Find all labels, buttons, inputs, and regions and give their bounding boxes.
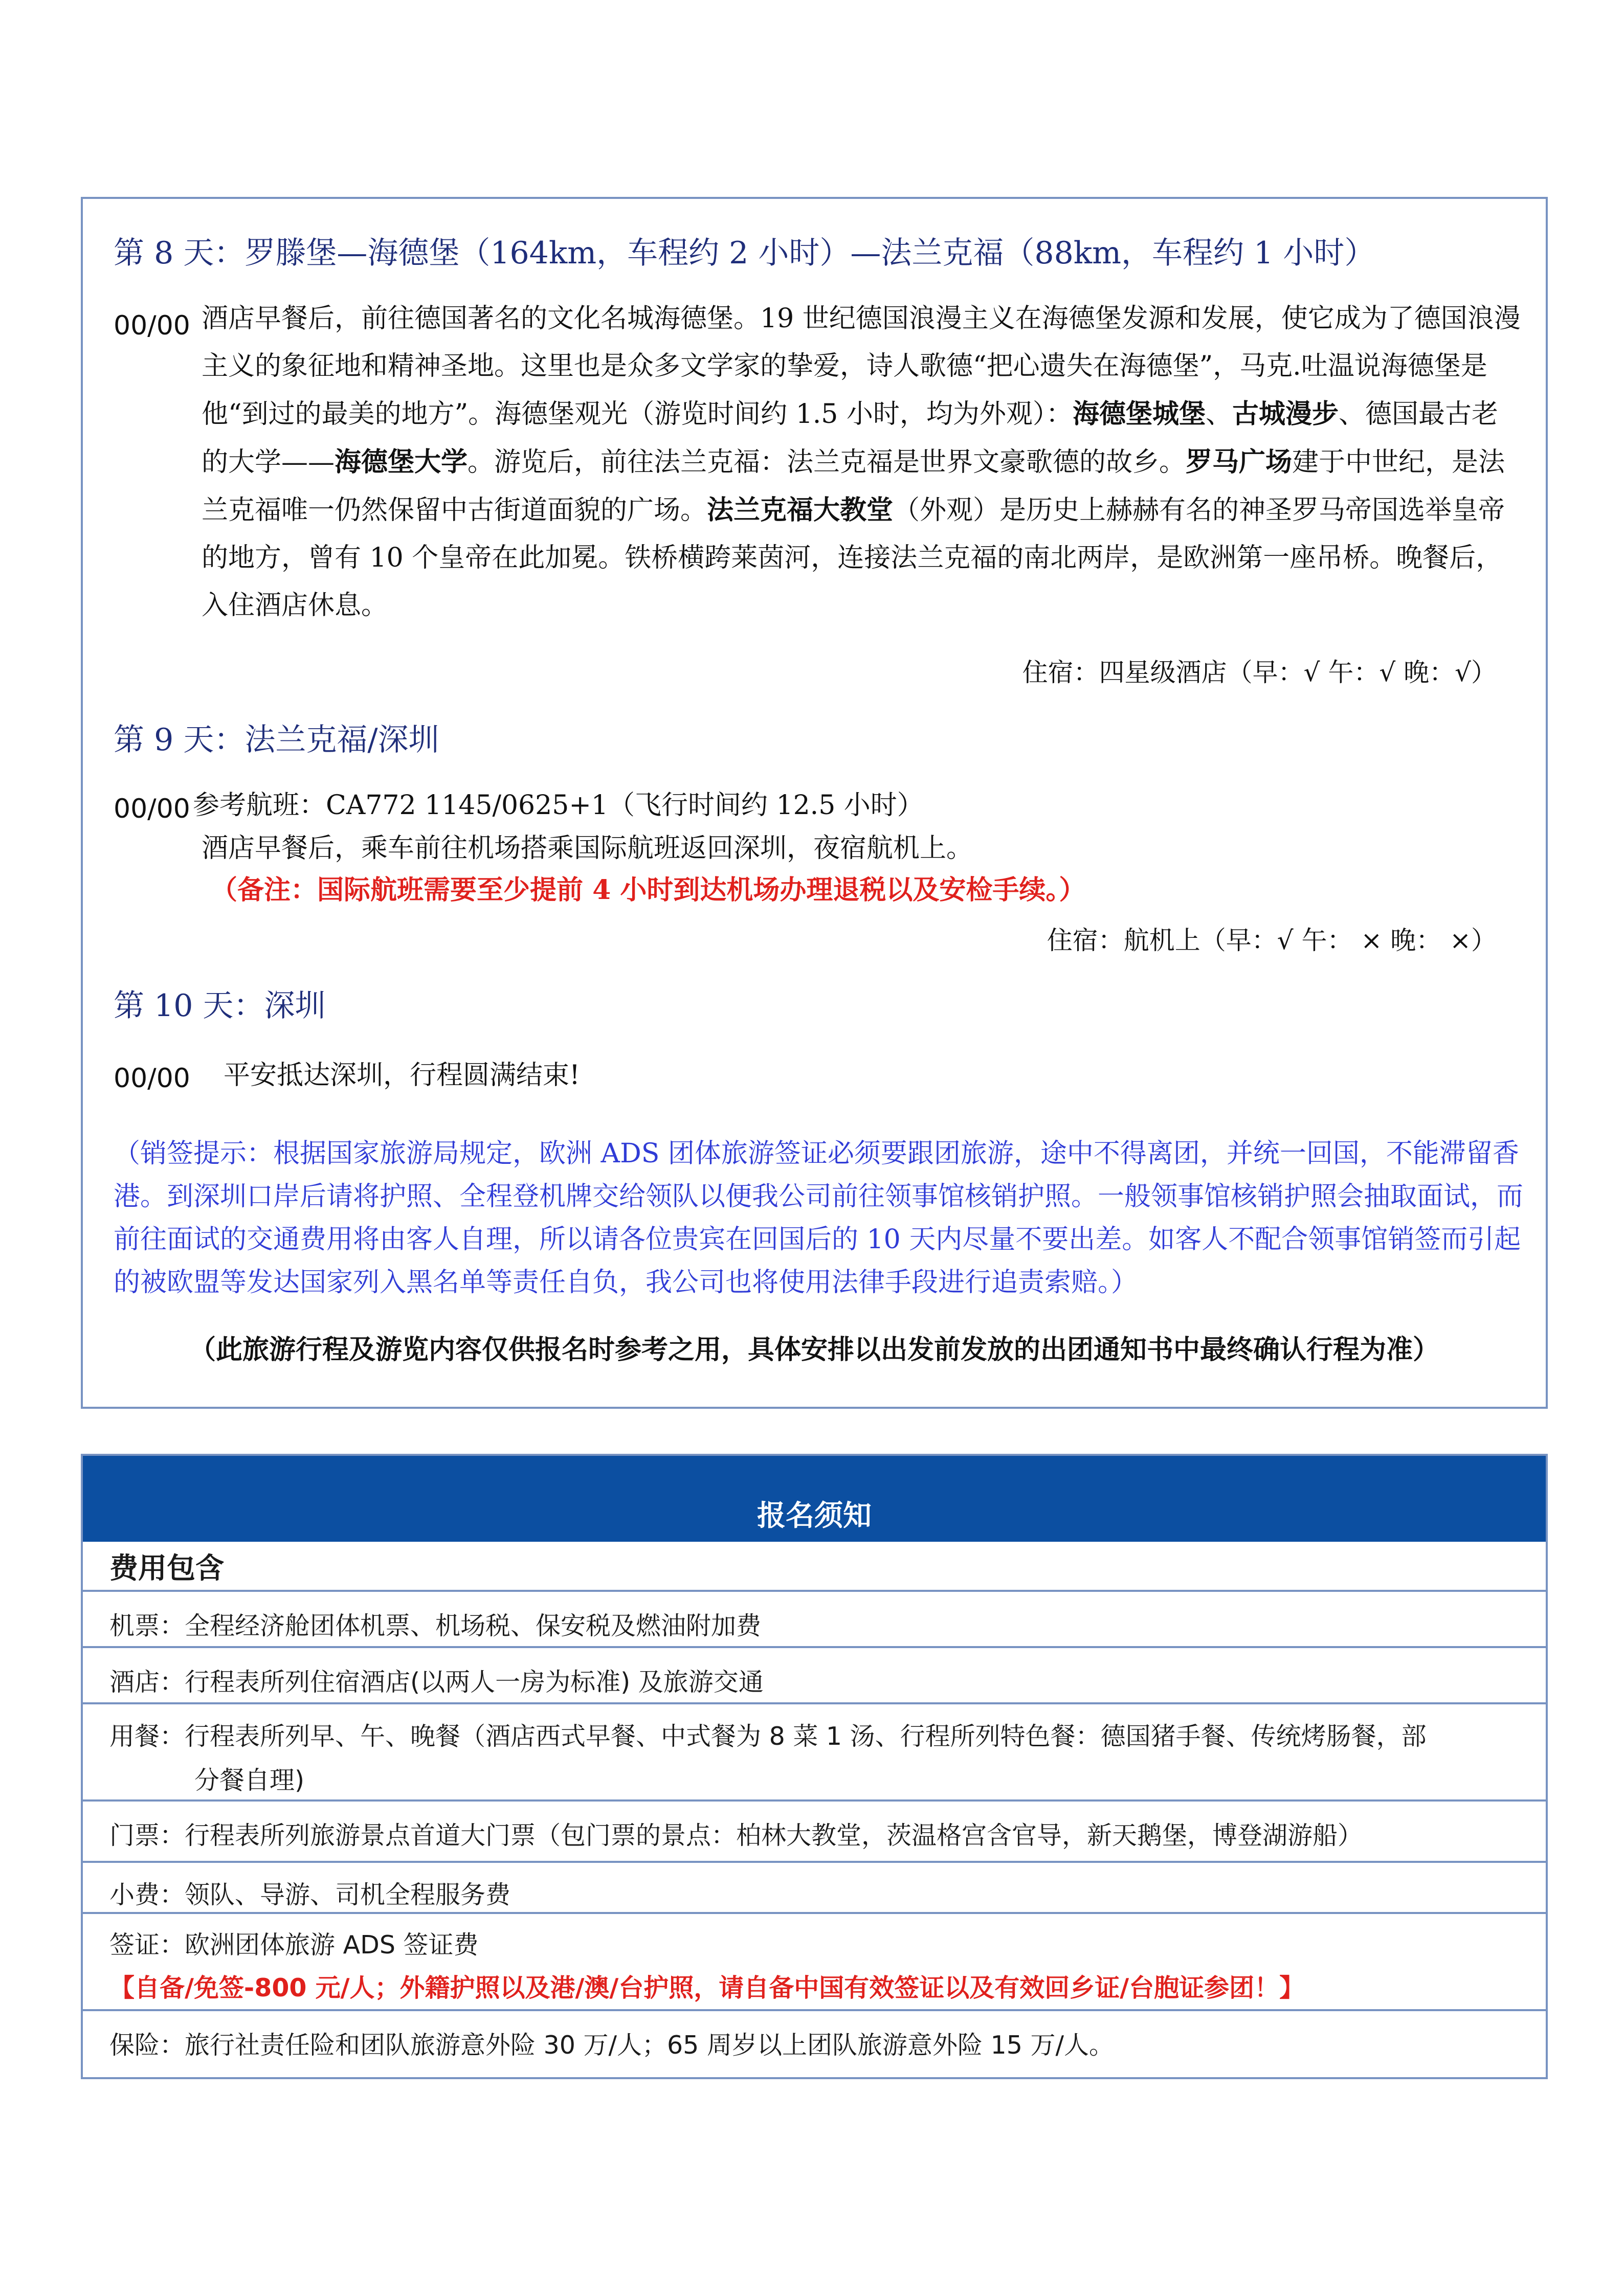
itinerary-disclaimer: （此旅游行程及游览内容仅供报名时参考之用，具体安排以出发前发放的出团通知书中最终确认行程为准） [189,1334,1439,1365]
day9-description: 酒店早餐后，乘车前往机场搭乘国际航班返回深圳，夜宿航机上。 [202,833,973,864]
day9-flight: 参考航班：CA772 1145/0625+1（飞行时间约 12.5 小时） [193,790,924,821]
fee-row-visa-warning: 【自备/免签-800 元/人；外籍护照以及港/澳/台护照，请自备中国有效签证以及有效回乡证/台胞证参团！】 [109,1973,1305,2002]
fee-row-insurance [83,2009,1546,2079]
visa-cancellation-note: （销签提示：根据国家旅游局规定，欧洲 ADS 团体旅游签证必须要跟团旅游，途中不得离团，并统一回国，不能滞留香港。到深圳口岸后请将护照、全程登机牌交给领队以便我公司前往领事馆核销护照。一般领事馆核销护照会抽取面试，而前往面试的交通费用将由客人自理，所以请各位贵宾在回国后的 10 天内尽量不要出差。如客人不配合领事馆销签而引起的被欧盟等发达国家列入黑名单等责任自负，我公司也将使用法律手段进行追责索赔。） [114,1138,1524,1298]
day8-description: 酒店早餐后，前往德国著名的文化名城海德堡。19 世纪德国浪漫主义在海德堡发源和发展，使它成为了德国浪漫主义的象征地和精神圣地。这里也是众多文学家的挚爱，诗人歌德“把心遗失在海德堡”，马克.吐温说海德堡是他“到过的最美的地方”。海德堡观光（游览时间约 1.5 小时，均为外观）：海德堡城堡、古城漫步、德国最古老的大学——海德堡大学。游览后，前往法兰克福：法兰克福是世界文豪歌德的故乡。罗马广场建于中世纪，是法兰克福唯一仍然保留中古街道面貌的广场。法兰克福大教堂（外观）是历史上赫赫有名的神圣罗马帝国选举皇帝的地方，曾有 10 个皇帝在此加冕。铁桥横跨莱茵河，连接法兰克福的南北两岸，是欧洲第一座吊桥。晚餐后，入住酒店休息。 [202,303,1521,621]
fee-included-heading [83,1542,1546,1590]
fee-row-ticket-text: 门票：行程表所列旅游景点首道大门票（包门票的景点：柏林大教堂，茨温格宫含官导，新天鹅堡，博登湖游船） [109,1821,1363,1850]
fee-row-hotel [83,1646,1546,1702]
fee-row-tips [83,1861,1546,1912]
fee-row-meal-text: 用餐：行程表所列早、午、晚餐（酒店西式早餐、中式餐为 8 菜 1 汤、行程所列特色餐：德国猪手餐、传统烤肠餐，部 [109,1722,1427,1751]
fee-row-visa [83,1912,1546,2009]
registration-box [81,1454,1548,2079]
day9-accommodation: 住宿：航机上（早：√ 午： × 晚： ×） [1047,926,1497,955]
fee-row-ticket [83,1799,1546,1861]
day10-description: 平安抵达深圳，行程圆满结束! [224,1060,580,1091]
fee-row-flight [83,1590,1546,1646]
fee-row-flight-text: 机票：全程经济舱团体机票、机场税、保安税及燃油附加费 [109,1611,762,1640]
day9-note: （备注：国际航班需要至少提前 4 小时到达机场办理退税以及安检手续。） [211,874,1086,906]
day8-accommodation: 住宿：四星级酒店（早：√ 午：√ 晚：√） [1022,658,1497,687]
fee-row-hotel-text: 酒店：行程表所列住宿酒店(以两人一房为标准) 及旅游交通 [109,1668,764,1697]
day9-title: 第 9 天：法兰克福/深圳 [114,722,439,758]
fee-row-meal [83,1702,1546,1799]
fee-included-label: 费用包含 [109,1552,224,1585]
day8-title: 第 8 天：罗滕堡—海德堡（164km，车程约 2 小时）—法兰克福（88km，车程约 1 小时） [114,235,1375,271]
itinerary-box [81,197,1548,1409]
fee-row-tips-text: 小费：领队、导游、司机全程服务费 [109,1880,511,1909]
day10-title: 第 10 天：深圳 [114,988,326,1024]
fee-row-visa-text: 签证：欧洲团体旅游 ADS 签证费 [109,1930,479,1960]
fee-row-meal-text-cont: 分餐自理) [194,1766,305,1795]
fee-row-insurance-text: 保险：旅行社责任险和团队旅游意外险 30 万/人；65 周岁以上团队旅游意外险 15 万/人。 [109,2031,1114,2060]
day10-time: 00/00 [114,1063,190,1094]
day9-time: 00/00 [114,794,190,824]
day8-time: 00/00 [114,310,190,341]
registration-header: 报名须知 [83,1456,1546,1542]
